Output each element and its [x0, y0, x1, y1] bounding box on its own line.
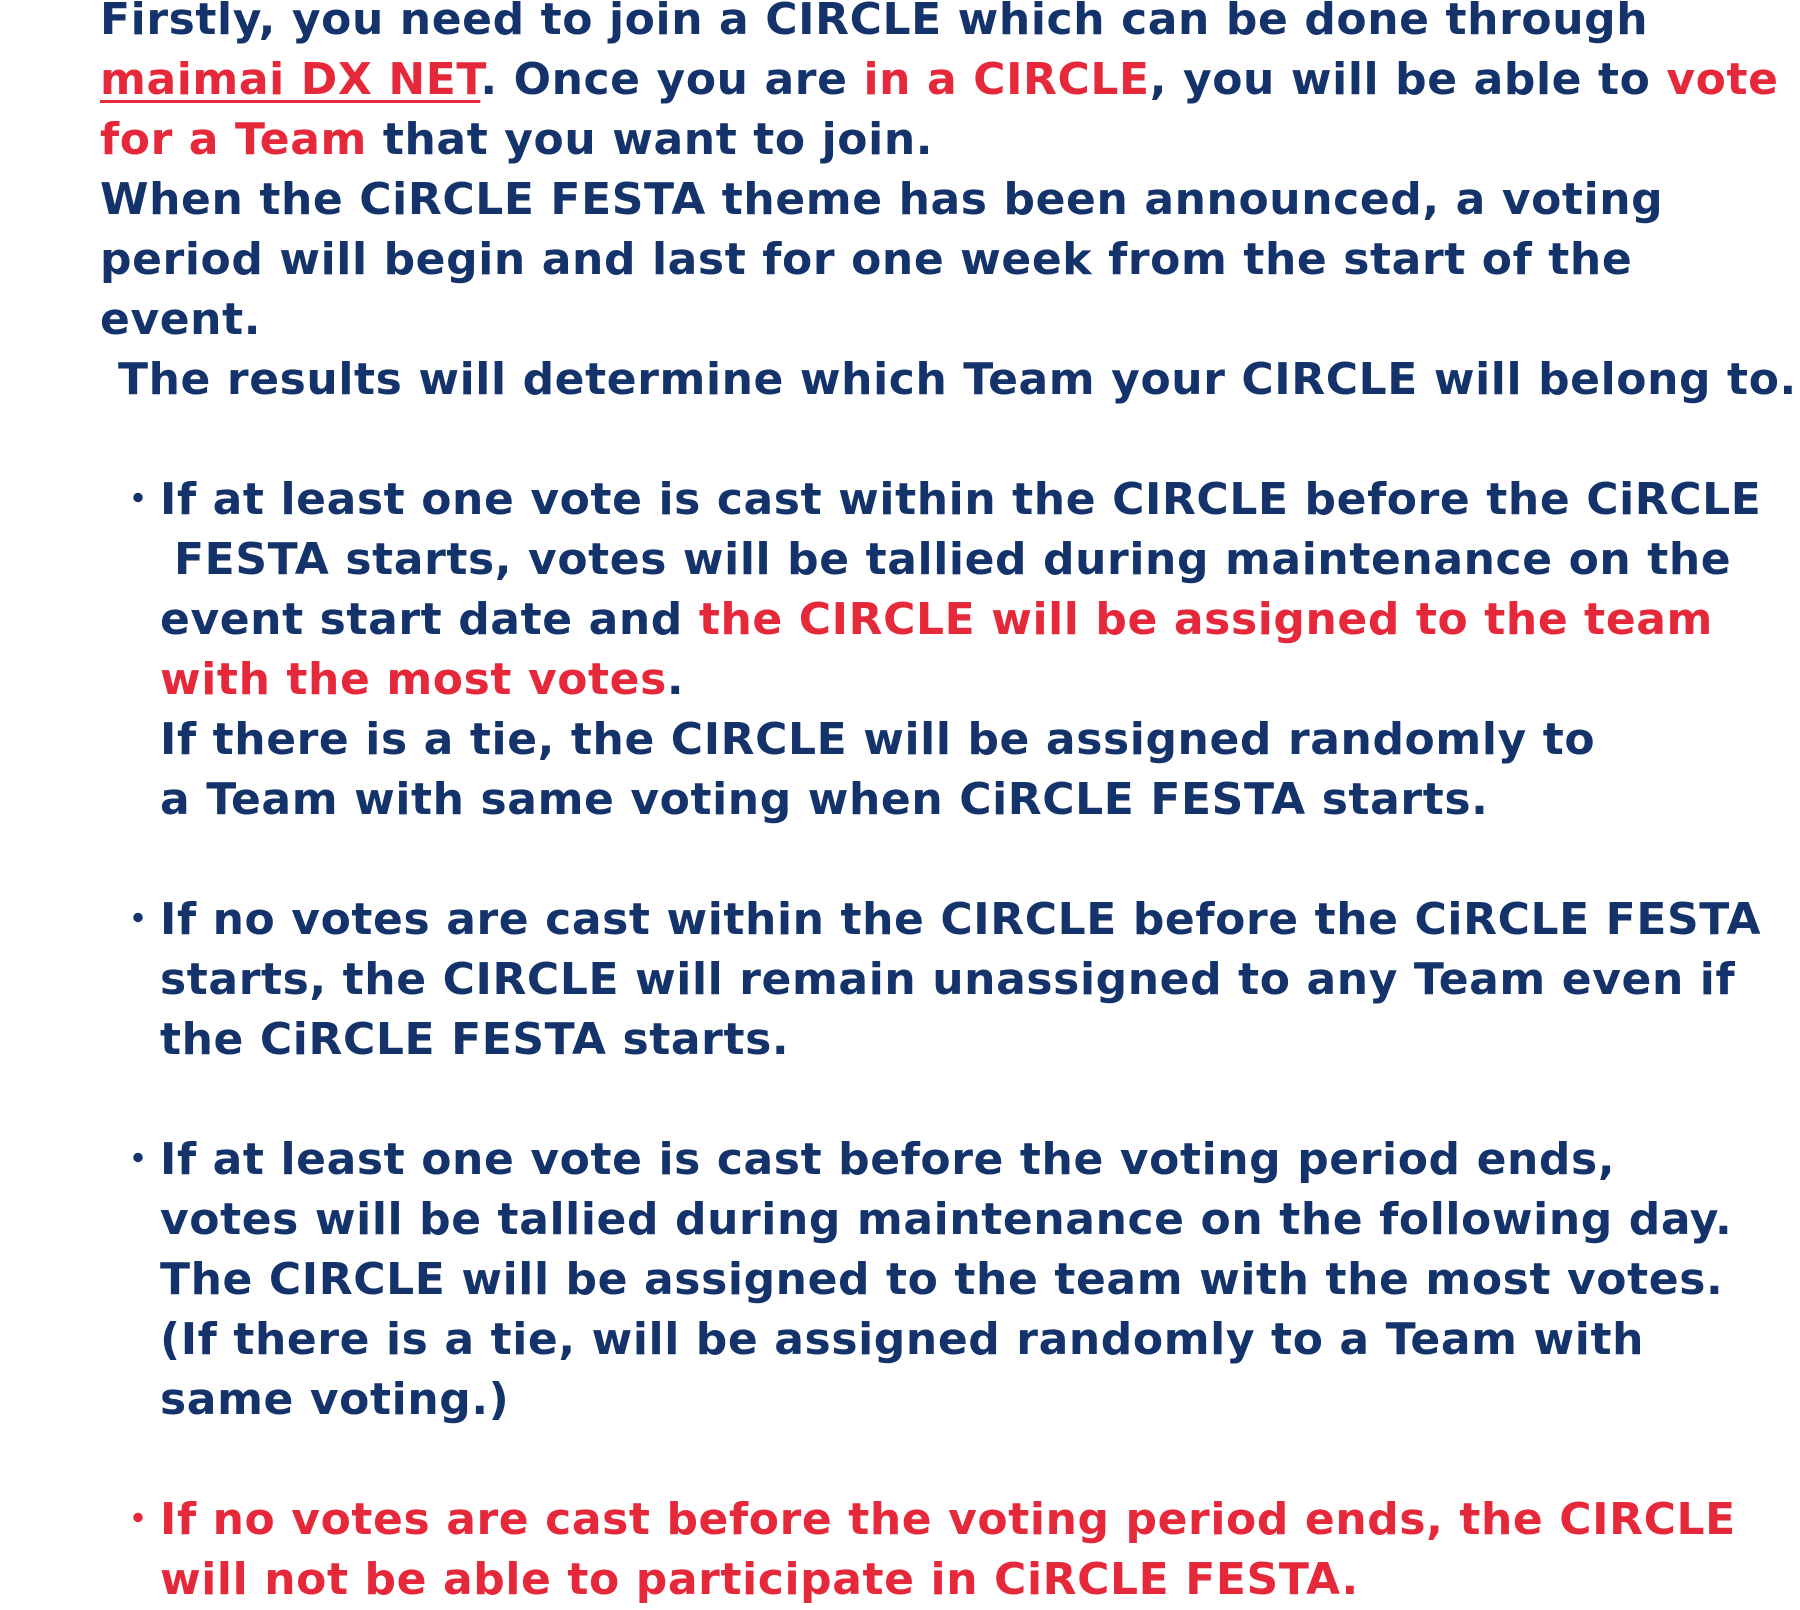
rule-line: If no votes are cast before the voting period ends, the CIRCLE	[160, 1494, 1736, 1545]
rule-line: a Team with same voting when CiRCLE FESTA starts.	[160, 774, 1489, 825]
bullet-marker: ・	[116, 474, 161, 525]
rule-line: votes will be tallied during maintenance on the following day.	[160, 1194, 1733, 1245]
rule-text	[160, 890, 1762, 1070]
intro-line: period will begin and last for one week from the start of the	[100, 234, 1633, 285]
for-a-team-highlight: for a Team	[100, 114, 367, 165]
assigned-team-highlight: the CIRCLE will be assigned to the team	[698, 594, 1714, 645]
intro-text: . Once you are	[480, 54, 864, 105]
rule-line: same voting.)	[160, 1374, 510, 1425]
intro-line: event.	[100, 294, 262, 345]
intro-text: that you want to join.	[366, 114, 934, 165]
in-a-circle-highlight: in a CIRCLE	[863, 54, 1150, 105]
most-votes-highlight: with the most votes	[160, 654, 667, 705]
intro-text: , you will be able to	[1149, 54, 1667, 105]
rule-text	[160, 1490, 1736, 1610]
rule-text	[160, 1130, 1733, 1430]
rule-line: FESTA starts, votes will be tallied during maintenance on the	[174, 534, 1732, 585]
rule-line: (If there is a tie, will be assigned randomly to a Team with	[160, 1314, 1645, 1365]
rule-line: If there is a tie, the CIRCLE will be assigned randomly to	[160, 714, 1596, 765]
rule-line: If no votes are cast within the CIRCLE before the CiRCLE FESTA	[160, 894, 1762, 945]
rule-text-part: .	[666, 654, 685, 705]
rule-line: The CIRCLE will be assigned to the team with the most votes.	[160, 1254, 1724, 1305]
rule-text	[160, 470, 1762, 830]
rule-line	[160, 590, 1720, 650]
vote-highlight: vote	[1666, 54, 1779, 105]
intro-line	[100, 110, 1720, 170]
rule-line: the CiRCLE FESTA starts.	[160, 1014, 790, 1065]
maimai-dx-net-link[interactable]: maimai DX NET	[100, 54, 481, 105]
intro-line	[100, 50, 1779, 110]
rule-text-part: event start date and	[160, 594, 699, 645]
intro-paragraph	[100, 0, 1797, 410]
rule-line: If at least one vote is cast within the CIRCLE before the CiRCLE	[160, 474, 1762, 525]
intro-line: Firstly, you need to join a CIRCLE which can be done through	[100, 0, 1649, 45]
rule-line	[160, 650, 1720, 710]
bullet-marker: ・	[116, 1134, 161, 1185]
rule-line: If at least one vote is cast before the voting period ends,	[160, 1134, 1616, 1185]
rule-line: starts, the CIRCLE will remain unassigned to any Team even if	[160, 954, 1736, 1005]
rule-line: will not be able to participate in CiRCLE FESTA.	[160, 1554, 1359, 1605]
bullet-marker: ・	[116, 1494, 161, 1545]
bullet-marker: ・	[116, 894, 161, 945]
intro-line: The results will determine which Team your CIRCLE will belong to.	[118, 354, 1797, 405]
intro-line: When the CiRCLE FESTA theme has been announced, a voting	[100, 174, 1664, 225]
